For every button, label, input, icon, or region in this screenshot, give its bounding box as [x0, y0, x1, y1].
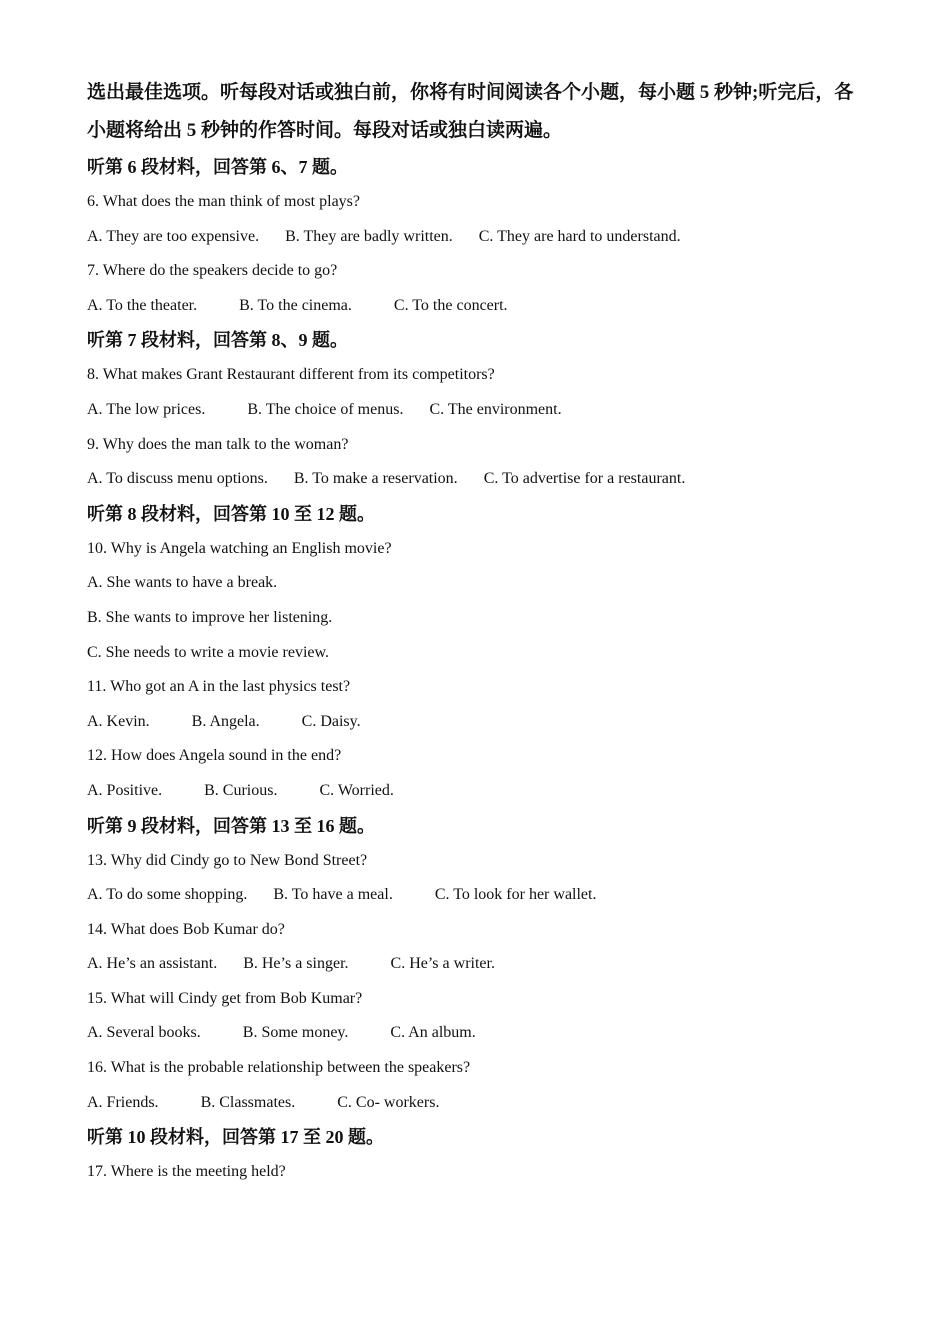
options-7: [87, 289, 867, 324]
options-14: [87, 947, 867, 982]
option-7a[interactable]: A. To the theater.: [87, 296, 198, 314]
options-12: [87, 774, 867, 809]
option-14c[interactable]: C. He’s a writer.: [390, 955, 495, 973]
section-title-9: 听第 9 段材料，回答第 13 至 16 题。: [87, 815, 375, 836]
question-16: 16. What is the probable relationship between the speakers?: [87, 1059, 471, 1077]
option-15c[interactable]: C. An album.: [390, 1024, 476, 1042]
options-13: [87, 878, 867, 913]
options-8: [87, 393, 867, 428]
exam-page: [87, 74, 867, 1190]
option-10b[interactable]: B. She wants to improve her listening.: [87, 608, 333, 626]
options-15: [87, 1016, 867, 1051]
option-16c[interactable]: C. Co- workers.: [337, 1093, 440, 1111]
options-9: [87, 462, 867, 497]
section-instructions: 选出最佳选项。听每段对话或独白前，你将有时间阅读各个小题，每小题 5 秒钟;听完后，各小题将给出 5 秒钟的作答时间。每段对话或独白读两遍。: [87, 82, 854, 141]
question-7: 7. Where do the speakers decide to go?: [87, 262, 338, 280]
option-8a[interactable]: A. The low prices.: [87, 400, 206, 418]
question-8: 8. What makes Grant Restaurant different from its competitors?: [87, 366, 495, 384]
question-17: 17. Where is the meeting held?: [87, 1163, 286, 1181]
options-11: [87, 705, 867, 740]
option-15b[interactable]: B. Some money.: [242, 1024, 349, 1042]
question-15: 15. What will Cindy get from Bob Kumar?: [87, 989, 363, 1007]
question-9: 9. Why does the man talk to the woman?: [87, 435, 349, 453]
question-10: 10. Why is Angela watching an English movie?: [87, 539, 392, 557]
options-6: [87, 220, 867, 255]
option-9c[interactable]: C. To advertise for a restaurant.: [483, 470, 686, 488]
option-10c[interactable]: C. She needs to write a movie review.: [87, 643, 330, 661]
section-title-7: 听第 7 段材料，回答第 8、9 题。: [87, 330, 348, 351]
option-13b[interactable]: B. To have a meal.: [273, 886, 393, 904]
option-9b[interactable]: B. To make a reservation.: [293, 470, 458, 488]
option-7b[interactable]: B. To the cinema.: [239, 296, 352, 314]
option-11a[interactable]: A. Kevin.: [87, 712, 150, 730]
options-16: [87, 1086, 867, 1121]
option-12b[interactable]: B. Curious.: [204, 781, 278, 799]
option-14a[interactable]: A. He’s an assistant.: [87, 955, 218, 973]
option-12c[interactable]: C. Worried.: [319, 781, 394, 799]
option-9a[interactable]: A. To discuss menu options.: [87, 470, 268, 488]
option-10a[interactable]: A. She wants to have a break.: [87, 574, 278, 592]
option-7c[interactable]: C. To the concert.: [393, 296, 508, 314]
question-11: 11. Who got an A in the last physics test?: [87, 678, 351, 696]
option-6a[interactable]: A. They are too expensive.: [87, 227, 260, 245]
option-6c[interactable]: C. They are hard to understand.: [478, 227, 681, 245]
option-15a[interactable]: A. Several books.: [87, 1024, 201, 1042]
option-6b[interactable]: B. They are badly written.: [285, 227, 453, 245]
option-13a[interactable]: A. To do some shopping.: [87, 886, 248, 904]
section-title-8: 听第 8 段材料，回答第 10 至 12 题。: [87, 503, 375, 524]
option-11b[interactable]: B. Angela.: [191, 712, 260, 730]
question-6: 6. What does the man think of most plays?: [87, 193, 360, 210]
question-13: 13. Why did Cindy go to New Bond Street?: [87, 851, 368, 869]
option-14b[interactable]: B. He’s a singer.: [243, 955, 349, 973]
option-8b[interactable]: B. The choice of menus.: [247, 400, 404, 418]
section-title-6: 听第 6 段材料，回答第 6、7 题。: [87, 157, 348, 177]
question-12: 12. How does Angela sound in the end?: [87, 747, 342, 765]
option-16b[interactable]: B. Classmates.: [200, 1093, 296, 1111]
option-16a[interactable]: A. Friends.: [87, 1093, 159, 1111]
option-11c[interactable]: C. Daisy.: [301, 712, 361, 730]
section-title-10: 听第 10 段材料，回答第 17 至 20 题。: [87, 1127, 384, 1148]
option-12a[interactable]: A. Positive.: [87, 781, 163, 799]
option-8c[interactable]: C. The environment.: [429, 400, 562, 418]
option-13c[interactable]: C. To look for her wallet.: [434, 886, 597, 904]
question-14: 14. What does Bob Kumar do?: [87, 920, 285, 938]
